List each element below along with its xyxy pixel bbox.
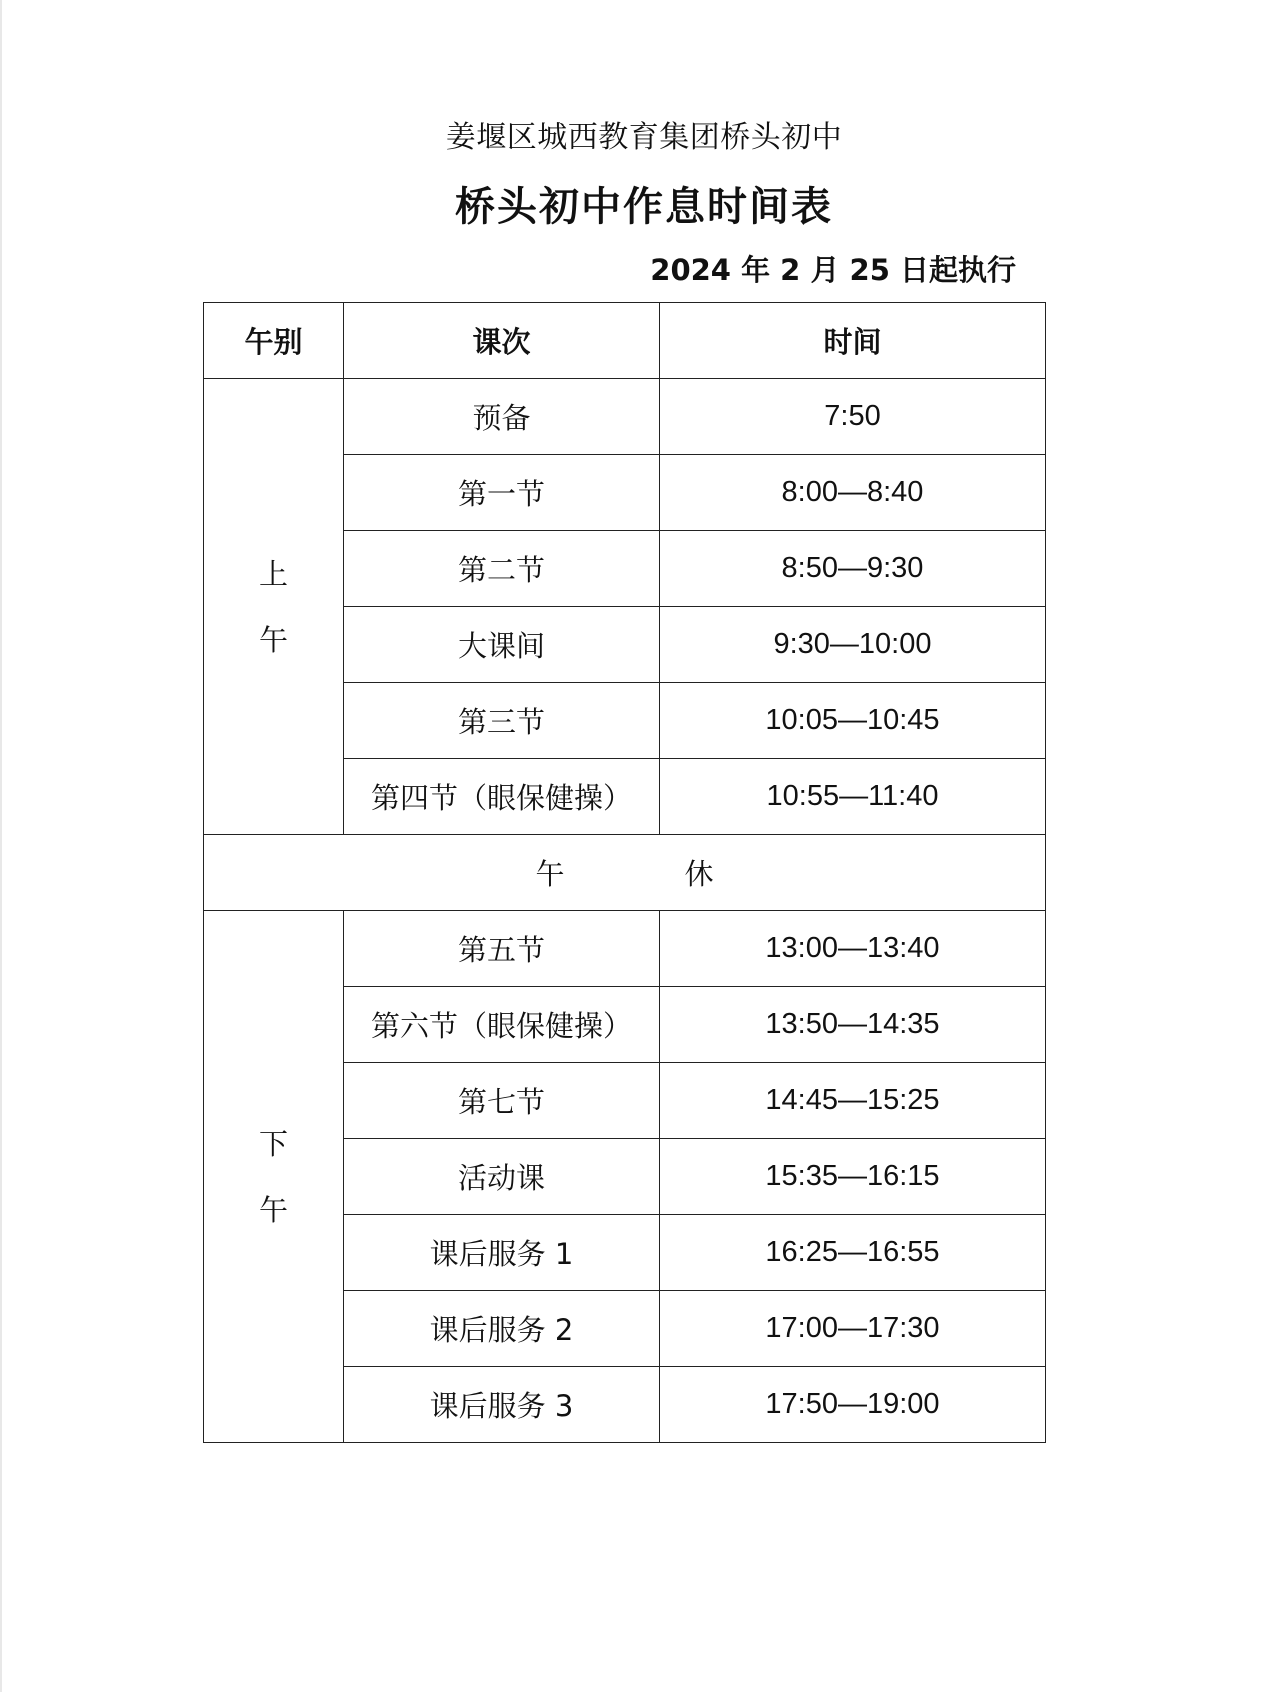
noon-break-char: 午: [535, 857, 565, 891]
lesson-cell: 第二节: [344, 531, 660, 607]
table-row: [204, 379, 1046, 455]
noon-break-row: [204, 835, 1046, 911]
time-cell: 13:00—13:40: [660, 911, 1046, 987]
column-header-lesson: 课次: [344, 303, 660, 379]
table-row: [204, 911, 1046, 987]
lesson-cell: 大课间: [344, 607, 660, 683]
lesson-cell: 活动课: [344, 1139, 660, 1215]
lesson-cell: 课后服务 1: [344, 1215, 660, 1291]
lesson-cell: 第三节: [344, 683, 660, 759]
time-cell: 16:25—16:55: [660, 1215, 1046, 1291]
lesson-cell: 第五节: [344, 911, 660, 987]
time-cell: 13:50—14:35: [660, 987, 1046, 1063]
organization-name: 姜堰区城西教育集团桥头初中: [445, 120, 843, 155]
time-cell: 8:50—9:30: [660, 531, 1046, 607]
column-header-time: 时间: [660, 303, 1046, 379]
effective-date: 2024 年 2 月 25 日起执行: [650, 253, 1016, 287]
period-label-morning: [204, 379, 344, 835]
table-header-row: [204, 303, 1046, 379]
lesson-cell: 预备: [344, 379, 660, 455]
time-cell: 15:35—16:15: [660, 1139, 1046, 1215]
time-cell: 17:00—17:30: [660, 1291, 1046, 1367]
column-header-period: 午别: [204, 303, 344, 379]
lesson-cell: 第七节: [344, 1063, 660, 1139]
lesson-cell: 第六节（眼保健操）: [344, 987, 660, 1063]
period-label-char: 上: [258, 556, 288, 591]
schedule-table: [203, 302, 1046, 1443]
time-cell: 9:30—10:00: [660, 607, 1046, 683]
time-cell: 8:00—8:40: [660, 455, 1046, 531]
page-title: 桥头初中作息时间表: [455, 184, 833, 230]
period-label-char: 午: [258, 1192, 288, 1227]
noon-break-cell: [204, 835, 1046, 911]
period-label-char: 午: [258, 622, 288, 657]
lesson-cell: 第一节: [344, 455, 660, 531]
time-cell: 10:05—10:45: [660, 683, 1046, 759]
time-cell: 14:45—15:25: [660, 1063, 1046, 1139]
lesson-cell: 第四节（眼保健操）: [344, 759, 660, 835]
noon-break-char: 休: [684, 857, 714, 891]
period-label-afternoon: [204, 911, 344, 1443]
lesson-cell: 课后服务 2: [344, 1291, 660, 1367]
period-label-char: 下: [258, 1126, 288, 1161]
lesson-cell: 课后服务 3: [344, 1367, 660, 1443]
time-cell: 10:55—11:40: [660, 759, 1046, 835]
time-cell: 17:50—19:00: [660, 1367, 1046, 1443]
time-cell: 7:50: [660, 379, 1046, 455]
